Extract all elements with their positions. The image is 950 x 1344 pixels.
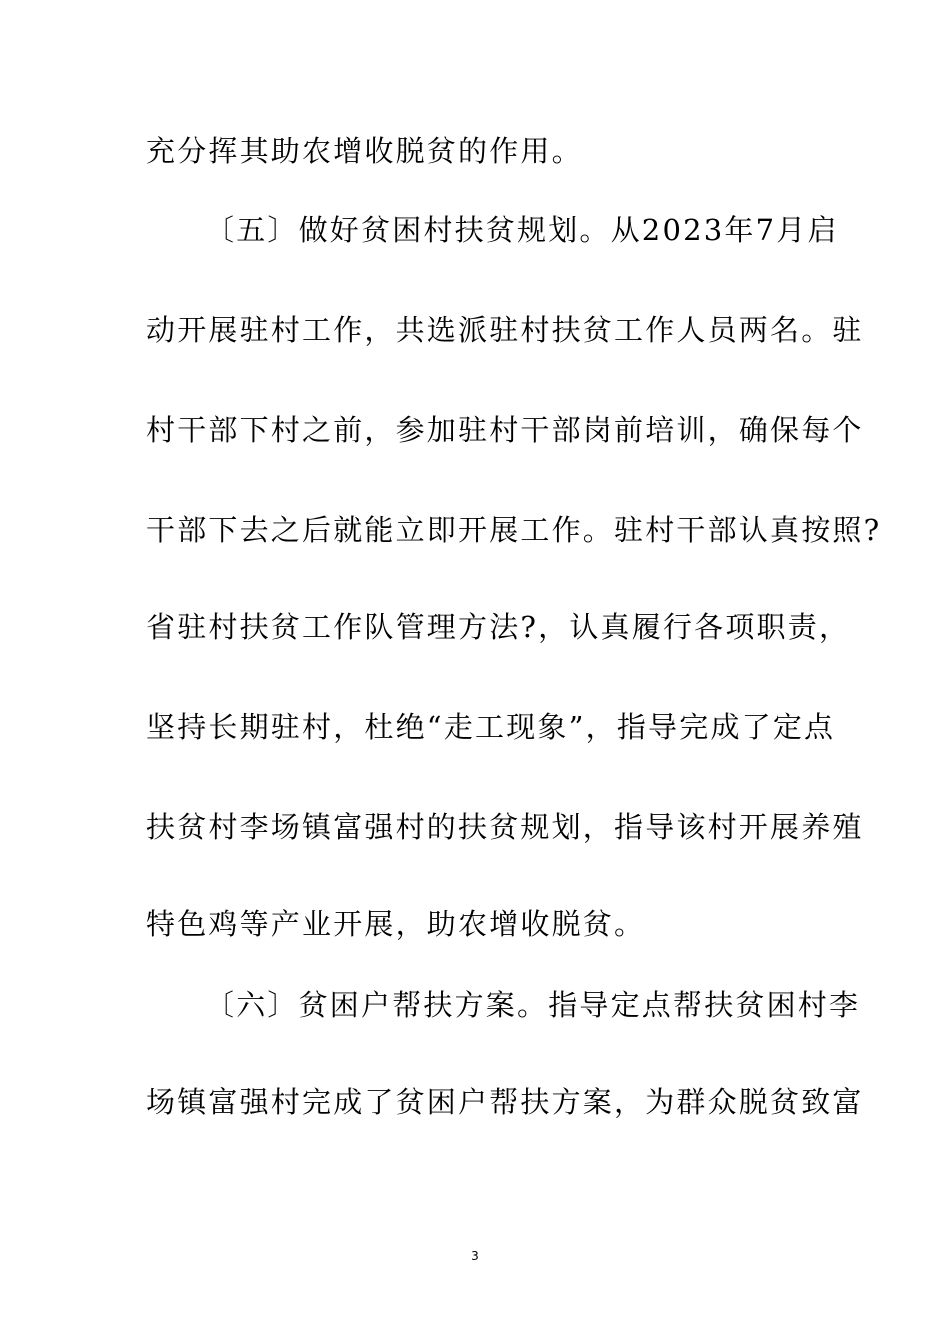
text-line-9: 特色鸡等产业开展，助农增收脱贫。 xyxy=(146,907,646,941)
text-line-8: 扶贫村李场镇富强村的扶贫规划，指导该村开展养殖 xyxy=(146,810,864,844)
page-number: 3 xyxy=(471,1249,479,1263)
text-line-2: 〔五〕做好贫困村扶贫规划。从2023年7月启 xyxy=(205,213,839,247)
text-line-10: 〔六〕贫困户帮扶方案。指导定点帮扶贫困村李 xyxy=(205,988,861,1022)
text-line-1: 充分挥其助农增收脱贫的作用。 xyxy=(146,134,583,168)
text-line-6: 省驻村扶贫工作队管理方法?，认真履行各项职责， xyxy=(146,610,851,644)
text-line-11: 场镇富强村完成了贫困户帮扶方案，为群众脱贫致富 xyxy=(146,1085,864,1119)
text-line-4: 村干部下村之前，参加驻村干部岗前培训，确保每个 xyxy=(146,413,864,447)
text-line-3: 动开展驻村工作，共选派驻村扶贫工作人员两名。驻 xyxy=(146,313,864,347)
text-line-7: 坚持长期驻村，杜绝“走工现象”，指导完成了定点 xyxy=(146,710,836,744)
text-line-5: 干部下去之后就能立即开展工作。驻村干部认真按照? xyxy=(146,513,882,547)
